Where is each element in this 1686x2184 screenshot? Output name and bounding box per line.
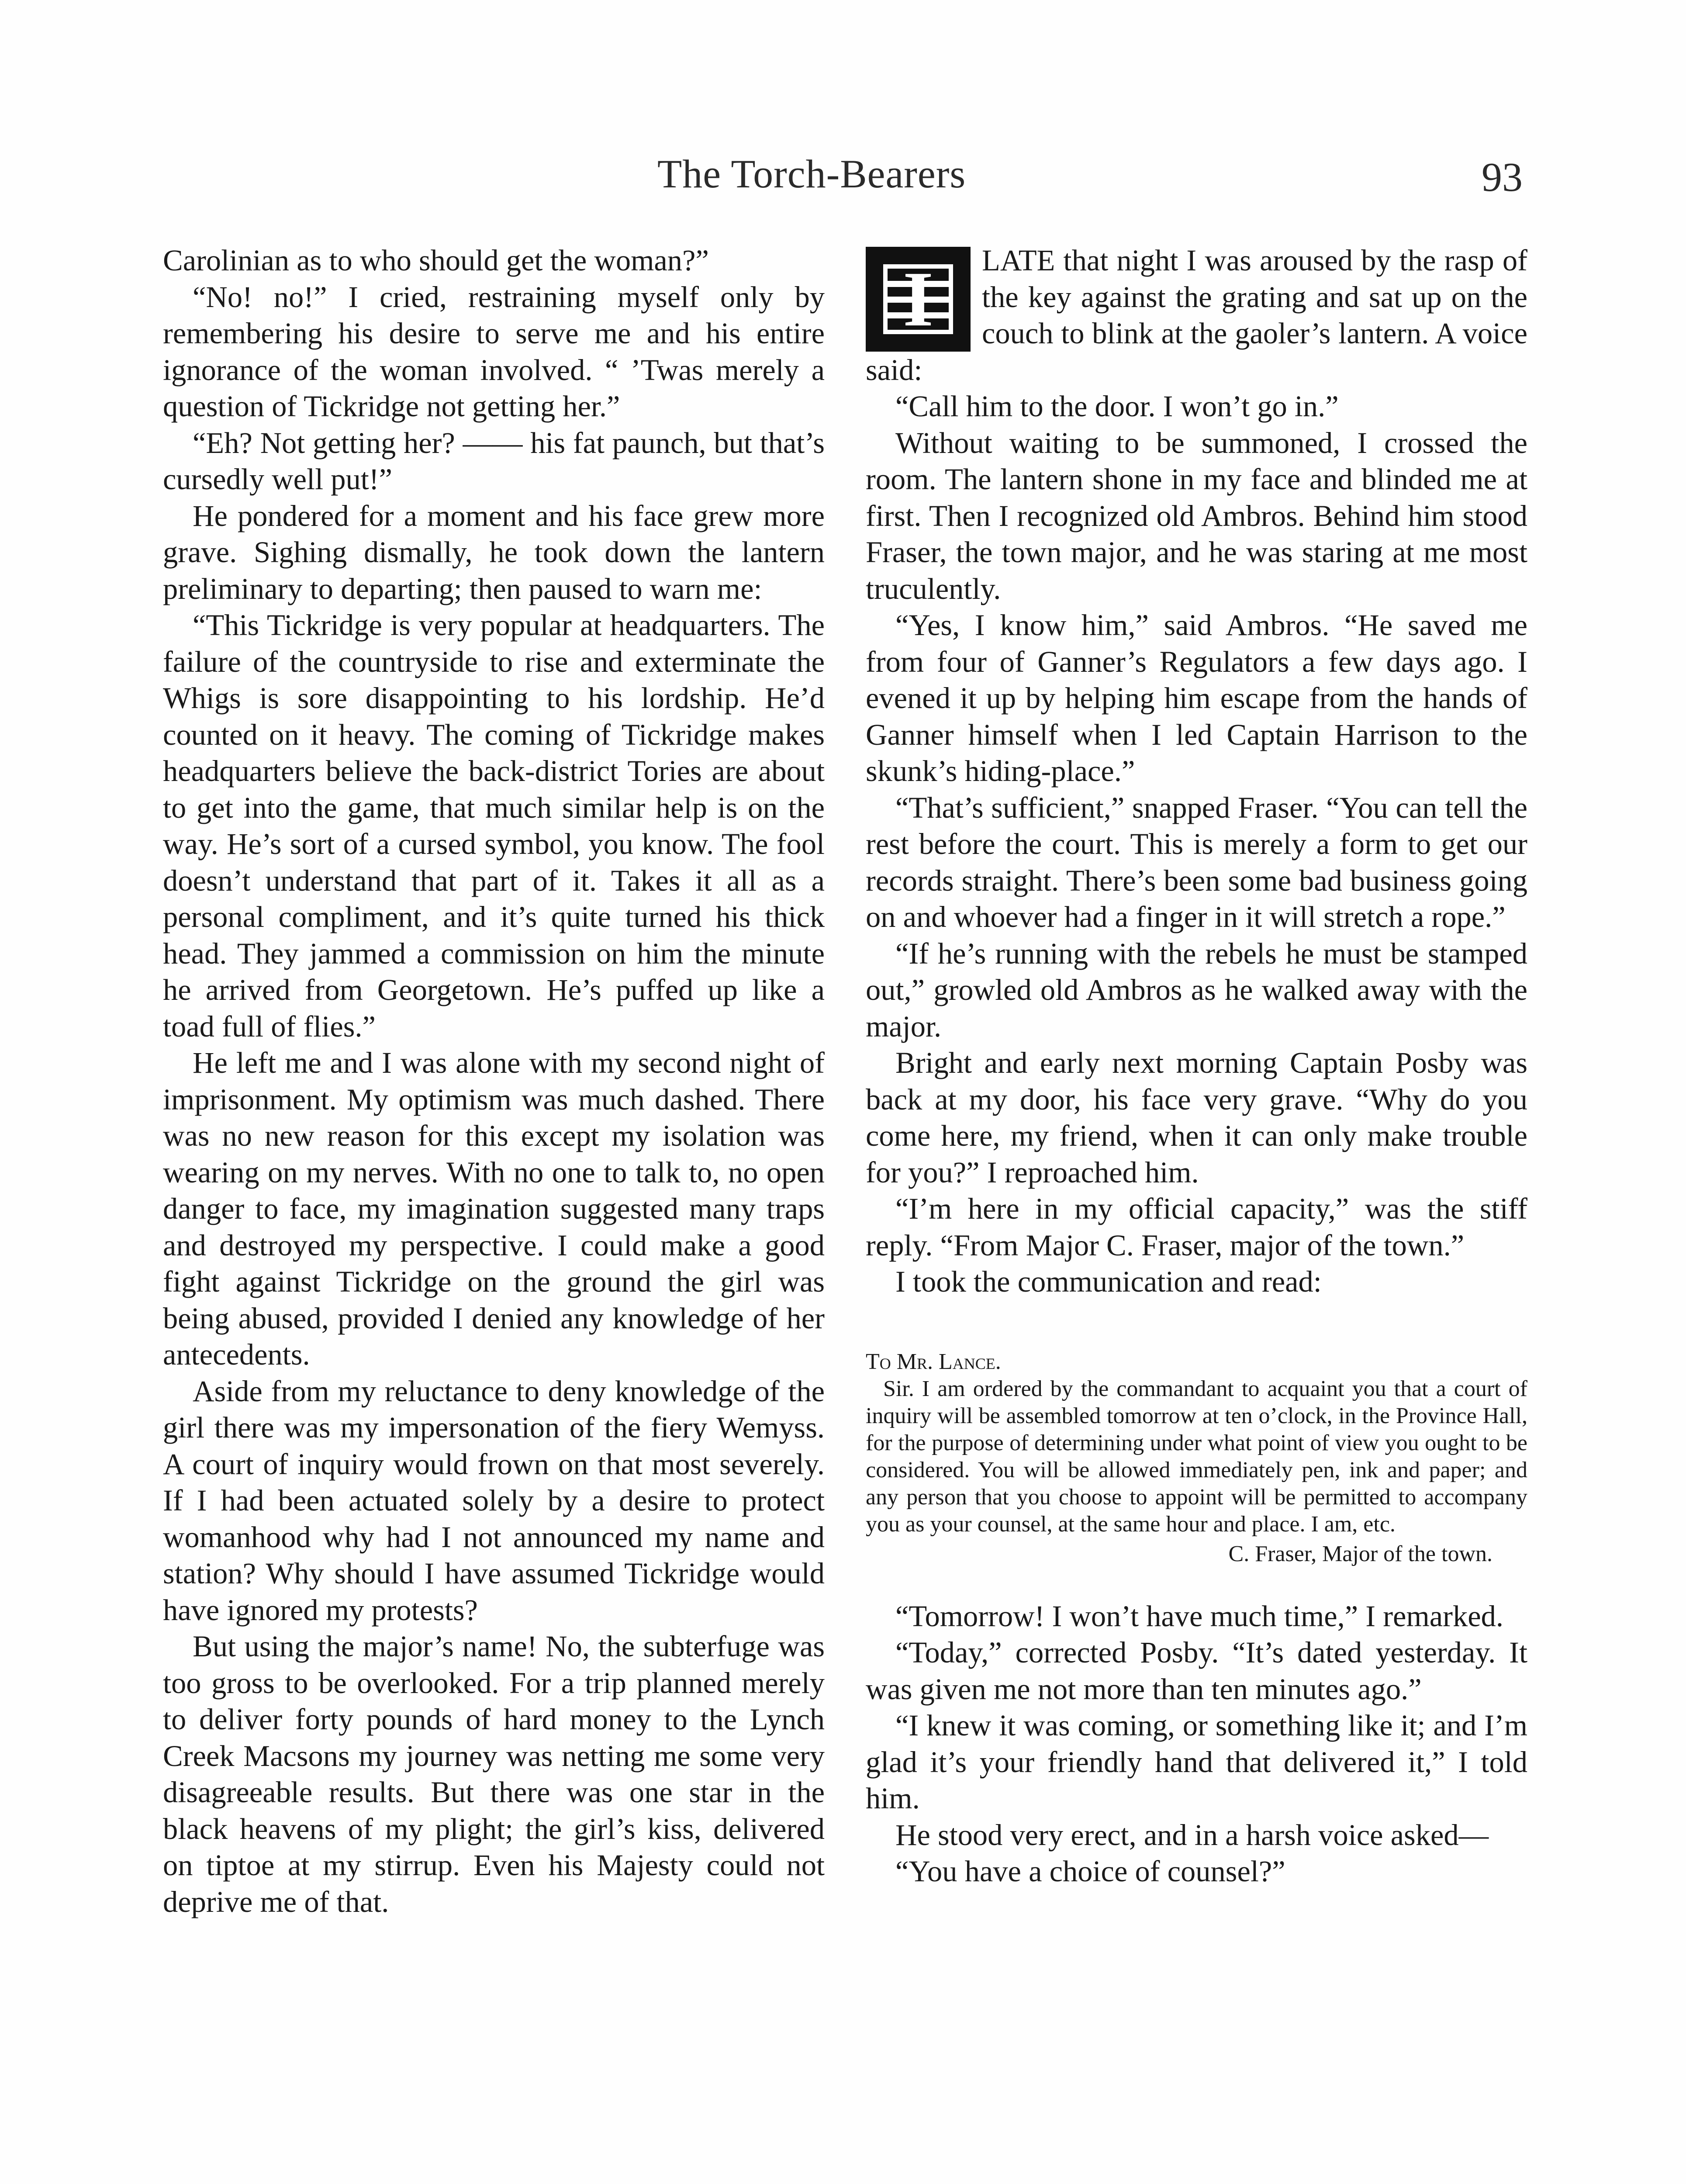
left-column [163,242,825,1920]
paragraph: Without waiting to be summoned, I crossed the room. The lantern shone in my face and blinded me at first. Then I recognized old Ambros. Behind him stood Fraser, the town major, and he was staring at me most truculently. [866,426,1527,605]
opening-text: LATE that night I was aroused by the rasp of the key against the grating and sat up on the couch to blink at the gaoler’s lantern. A voice said: [866,244,1527,387]
drop-cap-letter: I [902,256,934,343]
quoted-letter [866,1348,1527,1568]
drop-cap-ornament [866,247,971,352]
paragraph: “Call him to the door. I won’t go in.” [895,390,1339,423]
paragraph: “No! no!” I cried, restraining myself only by remembering his desire to serve me and his entire ignorance of the woman involved. “ ’Twas merely a question of Tickridge not getting her.” [163,280,825,423]
paragraph: He left me and I was alone with my second night of imprisonment. My optimism was much dashed. There was no new reason for this except my isolation was wearing on my nerves. With no one to talk to, no open danger to face, my imagination suggested many traps and destroyed my perspective. I could make a good fight against Tickridge on the ground the girl was being abused, provided I denied any knowledge of her antecedents. [163,1046,825,1371]
paragraph: But using the major’s name! No, the subterfuge was too gross to be overlooked. For a trip planned merely to deliver forty pounds of hard money to the Lynch Creek Macsons my journey was netting me some very disagreeable results. But there was one star in the black heavens of my plight; the girl’s kiss, delivered on tiptoe at my stirrup. Even his Majesty could not deprive me of that. [163,1630,825,1918]
page-number: 93 [1482,155,1523,200]
paragraph: “Tomorrow! I won’t have much time,” I remarked. [895,1599,1503,1633]
letter-addressee: To Mr. Lance. [866,1349,1001,1374]
paragraph: “This Tickridge is very popular at headquarters. The failure of the countryside to rise and exterminate the Whigs is sore disappointing to his lordship. He’d counted on it heavy. The coming of Tickridge makes headquarters believe the back-district Tories are about to get into the game, that much similar help is on the way. He’s sort of a cursed symbol, you know. The fool doesn’t understand that part of it. Takes it all as a personal compliment, and it’s quite turned his thick head. They jammed a commission on him the minute he arrived from Georgetown. He’s puffed up like a toad full of flies.” [163,608,825,1043]
paragraph: “Yes, I know him,” said Ambros. “He saved me from four of Ganner’s Regulators a few days ago. I evened it up by helping him escape from the hands of Ganner himself when I led Captain Harrison to the skunk’s hiding-place.” [866,608,1527,788]
paragraph: “That’s sufficient,” snapped Fraser. “You can tell the rest before the court. This is merely a form to get our records straight. There’s been some bad business going on and whoever had a finger in it will stretch a rope.” [866,791,1527,933]
letter-signature: C. Fraser, Major of the town. [1228,1541,1493,1566]
right-column [866,242,1527,1890]
letter-body: Sir. I am ordered by the commandant to acquaint you that a court of inquiry will be assembled tomorrow at ten o’clock, in the Province Hall, for the purpose of determining under what point of view you ought to be considered. You will be allowed immediately pen, ink and paper; and any person that you choose to appoint will be permitted to accompany you as your counsel, at the same hour and place. I am, etc. [866,1376,1527,1537]
running-title: The Torch-Bearers [657,152,966,196]
paragraph: “Eh? Not getting her? —— his fat paunch, but that’s cursedly well put!” [163,426,825,496]
paragraph: “I knew it was coming, or something like it; and I’m glad it’s your friendly hand that delivered it,” I told him. [866,1709,1527,1815]
paragraph: He pondered for a moment and his face grew more grave. Sighing dismally, he took down the lantern preliminary to departing; then paused to warn me: [163,499,825,605]
paragraph: “I’m here in my official capacity,” was the stiff reply. “From Major C. Fraser, major of the town.” [866,1192,1527,1262]
paragraph: Carolinian as to who should get the woman?” [163,244,709,277]
opening-paragraph [866,242,1527,388]
paragraph: He stood very erect, and in a harsh voice asked— [895,1818,1489,1852]
paragraph: Bright and early next morning Captain Posby was back at my door, his face very grave. “Why do you come here, my friend, when it can only make trouble for you?” I reproached him. [866,1046,1527,1189]
paragraph: Aside from my reluctance to deny knowledge of the girl there was my impersonation of the fiery Wemyss. A court of inquiry would frown on that most severely. If I had been actuated solely by a desire to protect womanhood why had I not announced my name and station? Why should I have assumed Tickridge would have ignored my protests? [163,1374,825,1627]
paragraph: “Today,” corrected Posby. “It’s dated yesterday. It was given me not more than ten minutes ago.” [866,1636,1527,1706]
paragraph: I took the communication and read: [895,1265,1322,1298]
paragraph: “If he’s running with the rebels he must be stamped out,” growled old Ambros as he walked away with the major. [866,936,1527,1043]
paragraph: “You have a choice of counsel?” [895,1855,1285,1888]
